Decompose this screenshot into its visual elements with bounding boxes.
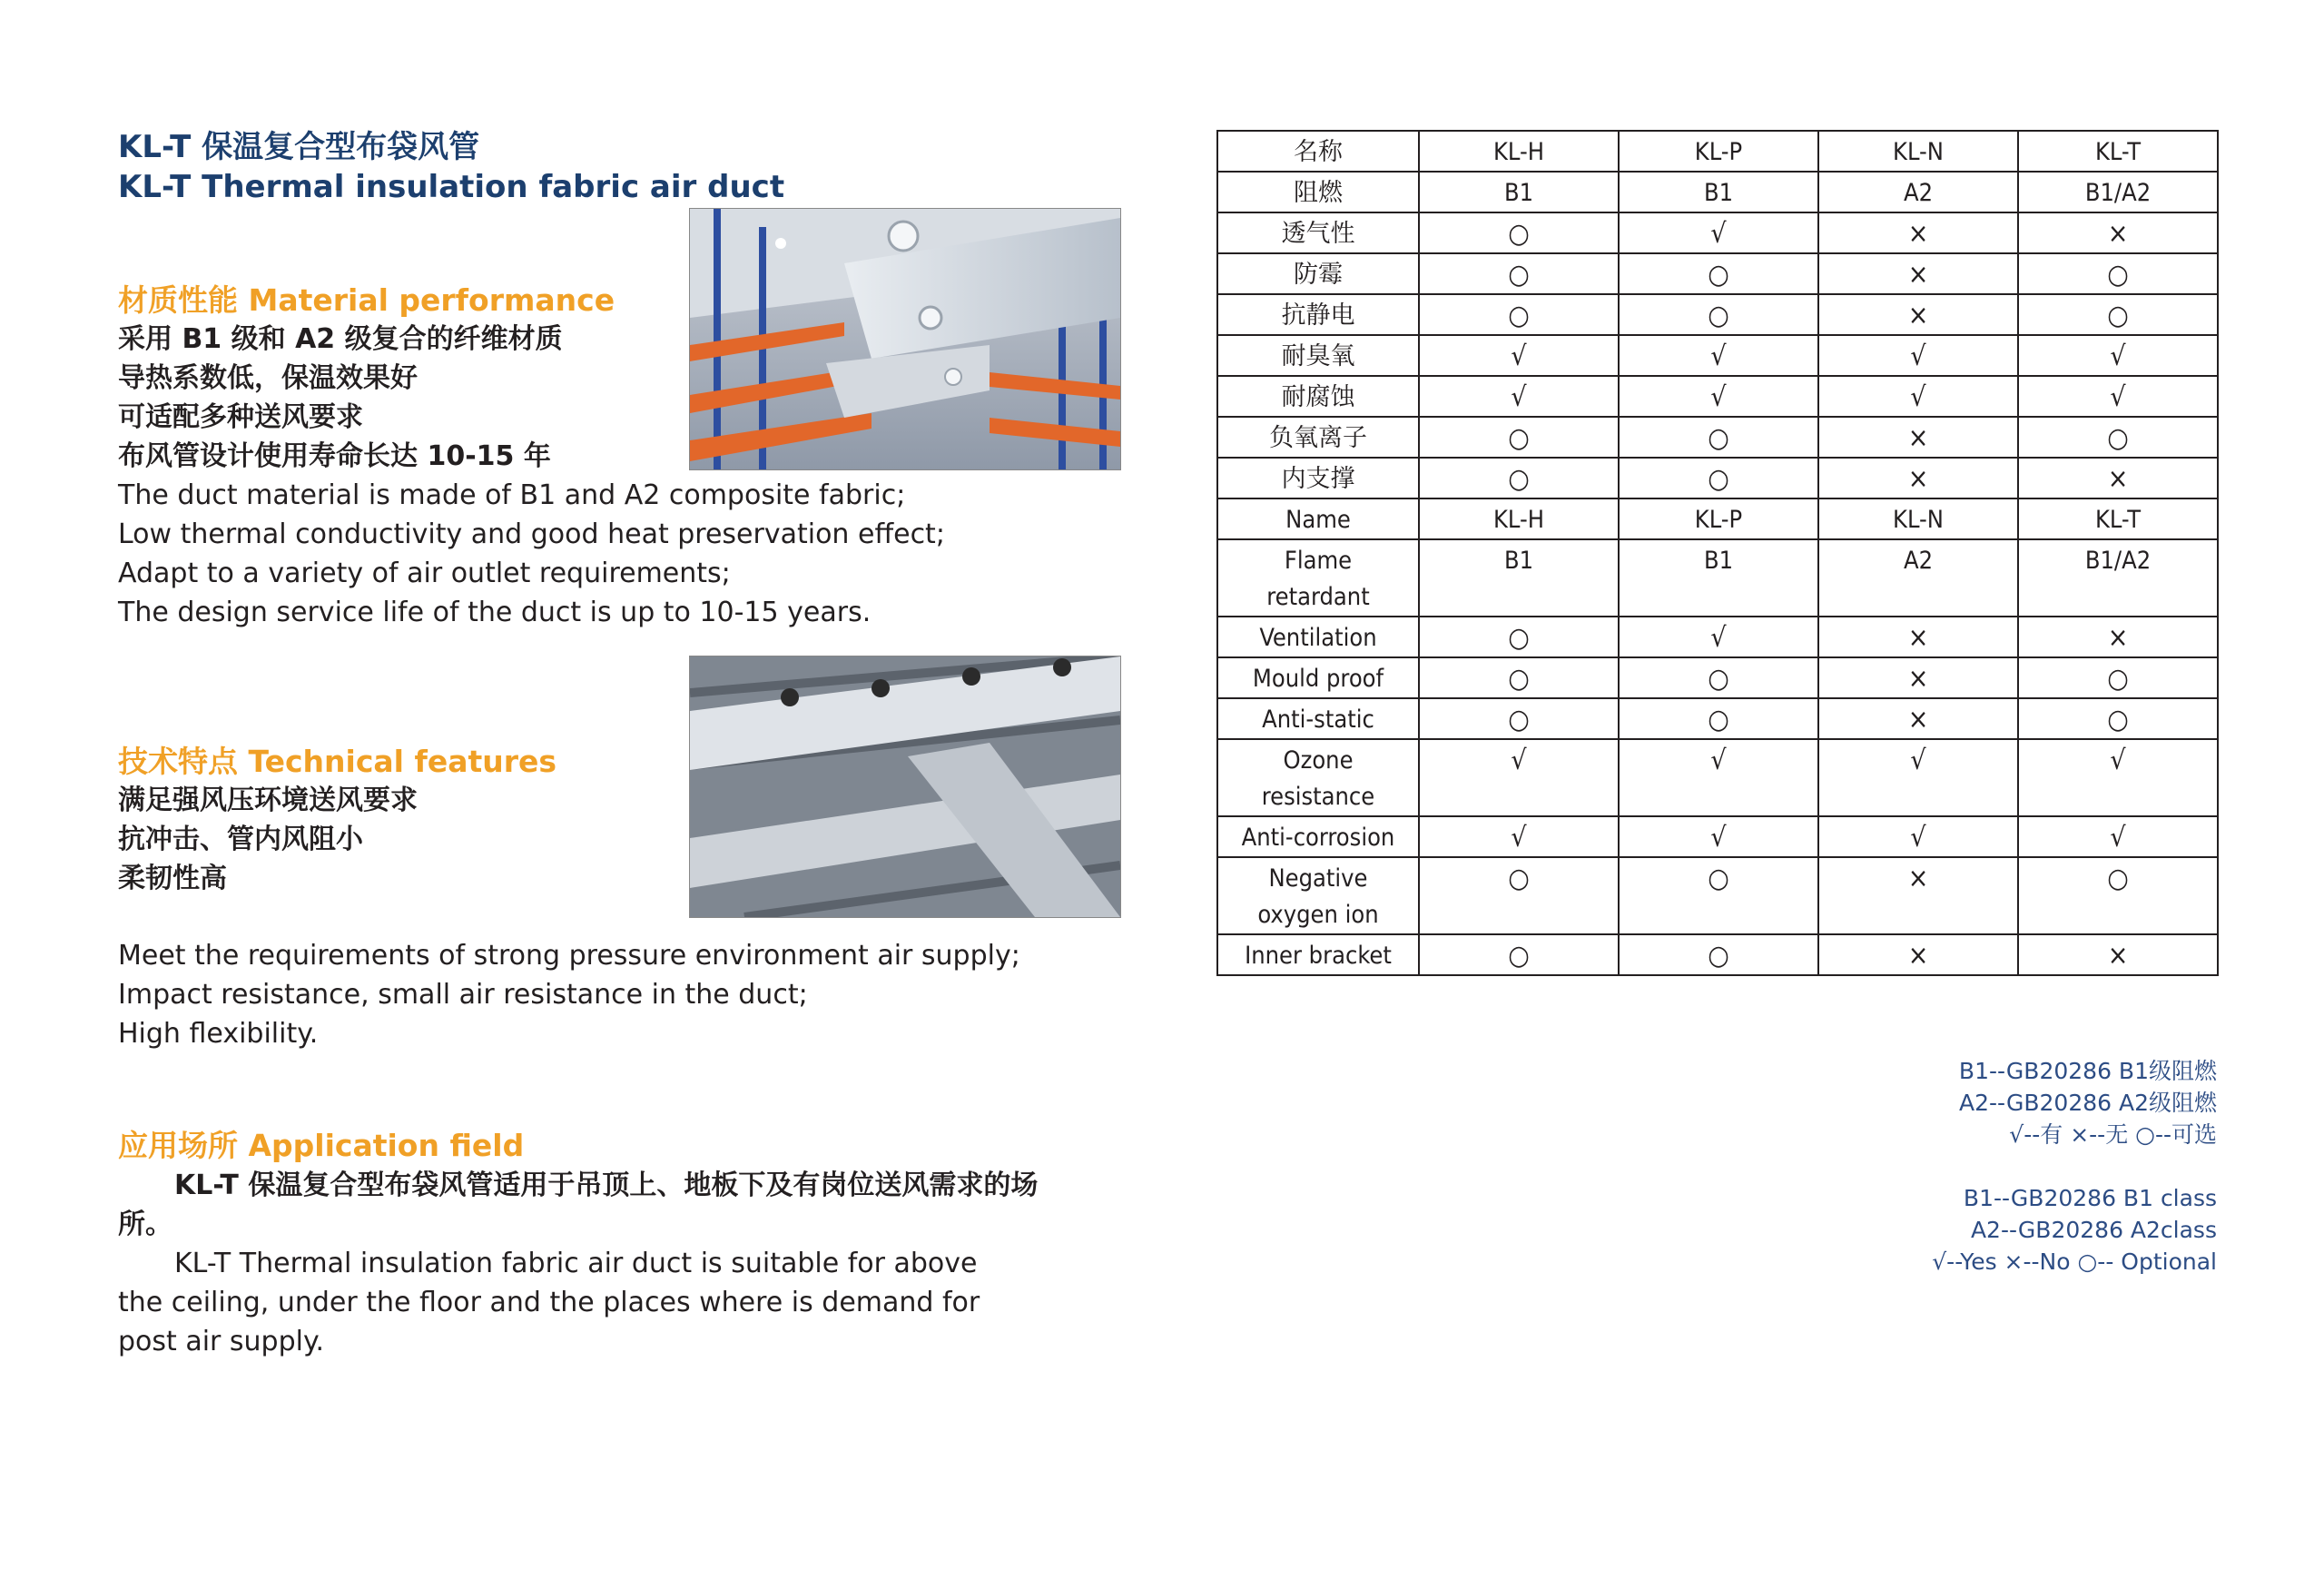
value-cell: × — [2018, 934, 2218, 975]
row-label-cell: Inner bracket — [1217, 934, 1419, 975]
value-cell: ○ — [2018, 417, 2218, 458]
table-row — [1217, 816, 2218, 857]
value-cell: √ — [1818, 376, 2018, 417]
value-cell: ○ — [1619, 458, 1818, 498]
row-label-cell: 内支撑 — [1217, 458, 1419, 498]
legend-note: A2--GB20286 A2级阻燃 — [1959, 1090, 2217, 1116]
value-cell: ○ — [2018, 657, 2218, 698]
table-row — [1217, 657, 2218, 698]
table-row — [1217, 934, 2218, 975]
value-cell: ○ — [1419, 294, 1619, 335]
value-cell: ○ — [1419, 458, 1619, 498]
table-row — [1217, 857, 2218, 934]
value-cell: B1 — [1419, 539, 1619, 617]
value-cell: √ — [1619, 335, 1818, 376]
table-row — [1217, 417, 2218, 458]
page-title-cn: KL-T 保温复合型布袋风管 — [118, 129, 480, 165]
value-cell: B1 — [1619, 539, 1818, 617]
value-cell: × — [2018, 458, 2218, 498]
value-cell: √ — [1619, 212, 1818, 253]
technical-cn-line: 满足强风压环境送风要求 — [118, 785, 418, 816]
value-cell: ○ — [1619, 698, 1818, 739]
technical-en-line: Meet the requirements of strong pressure environment air supply; — [118, 940, 1020, 972]
value-cell: KL-T — [2018, 131, 2218, 172]
value-cell: KL-P — [1619, 498, 1818, 539]
value-cell: ○ — [1419, 657, 1619, 698]
row-label-cell: 阻燃 — [1217, 172, 1419, 212]
application-en-line: post air supply. — [118, 1326, 324, 1357]
row-label-cell: Anti-static — [1217, 698, 1419, 739]
application-en-line: the ceiling, under the floor and the places where is demand for — [118, 1287, 980, 1318]
value-cell: √ — [2018, 335, 2218, 376]
legend-note: B1--GB20286 B1级阻燃 — [1958, 1058, 2217, 1084]
material-cn-list — [118, 320, 563, 476]
application-body — [118, 1166, 1038, 1361]
value-cell: ○ — [1619, 253, 1818, 294]
row-label-cell: Negative oxygen ion — [1217, 857, 1419, 934]
legend-note: √--有 ×--无 ○--可选 — [2009, 1121, 2217, 1148]
table-row — [1217, 376, 2218, 417]
table-row — [1217, 498, 2218, 539]
table-row — [1217, 698, 2218, 739]
value-cell: ○ — [1419, 698, 1619, 739]
value-cell: × — [2018, 617, 2218, 657]
value-cell: × — [1818, 657, 2018, 698]
value-cell: ○ — [1419, 934, 1619, 975]
technical-cn-list — [118, 781, 418, 898]
ceiling-duct-photo — [689, 656, 1121, 918]
value-cell: KL-P — [1619, 131, 1818, 172]
value-cell: B1 — [1419, 172, 1619, 212]
value-cell: √ — [1818, 335, 2018, 376]
material-cn-line: 可适配多种送风要求 — [118, 401, 363, 433]
warehouse-duct-photo — [689, 208, 1121, 470]
value-cell: KL-T — [2018, 498, 2218, 539]
value-cell: ○ — [2018, 857, 2218, 934]
value-cell: ○ — [1419, 417, 1619, 458]
row-label-cell: 耐腐蚀 — [1217, 376, 1419, 417]
table-row — [1217, 294, 2218, 335]
value-cell: × — [1818, 934, 2018, 975]
value-cell: √ — [1619, 376, 1818, 417]
value-cell: KL-N — [1818, 131, 2018, 172]
value-cell: √ — [1419, 376, 1619, 417]
table-row — [1217, 131, 2218, 172]
value-cell: KL-H — [1419, 131, 1619, 172]
value-cell: B1/A2 — [2018, 539, 2218, 617]
value-cell: √ — [1419, 739, 1619, 816]
value-cell: √ — [2018, 816, 2218, 857]
table-row — [1217, 539, 2218, 617]
table-row — [1217, 739, 2218, 816]
row-label-cell: 抗静电 — [1217, 294, 1419, 335]
value-cell: ○ — [1419, 857, 1619, 934]
technical-cn-line: 抗冲击、管内风阻小 — [118, 824, 363, 855]
application-cn-line: 所。 — [118, 1209, 172, 1240]
value-cell: ○ — [1419, 617, 1619, 657]
application-heading: 应用场所 Application field — [118, 1128, 525, 1163]
value-cell: √ — [1619, 617, 1818, 657]
application-cn-line: KL-T 保温复合型布袋风管适用于吊顶上、地板下及有岗位送风需求的场 — [174, 1170, 1039, 1201]
row-label-cell: Ventilation — [1217, 617, 1419, 657]
row-label-cell: 透气性 — [1217, 212, 1419, 253]
material-en-line: Low thermal conductivity and good heat preservation effect; — [118, 518, 945, 550]
value-cell: A2 — [1818, 172, 2018, 212]
value-cell: × — [1818, 617, 2018, 657]
value-cell: B1/A2 — [2018, 172, 2218, 212]
technical-en-list — [118, 936, 1020, 1053]
value-cell: × — [1818, 417, 2018, 458]
material-cn-line: 导热系数低，保温效果好 — [118, 362, 418, 394]
technical-en-line: Impact resistance, small air resistance in the duct; — [118, 979, 808, 1011]
value-cell: √ — [2018, 739, 2218, 816]
row-label-cell: 耐臭氧 — [1217, 335, 1419, 376]
value-cell: ○ — [1619, 657, 1818, 698]
table-row — [1217, 458, 2218, 498]
value-cell: ○ — [1619, 294, 1818, 335]
legend-note: √--Yes ×--No ○-- Optional — [1932, 1248, 2217, 1275]
value-cell: √ — [1619, 816, 1818, 857]
value-cell: × — [2018, 212, 2218, 253]
value-cell: ○ — [2018, 698, 2218, 739]
row-label-cell: Ozone resistance — [1217, 739, 1419, 816]
value-cell: ○ — [1419, 212, 1619, 253]
value-cell: ○ — [2018, 294, 2218, 335]
value-cell: × — [1818, 698, 2018, 739]
material-en-line: The design service life of the duct is up to 10-15 years. — [118, 597, 872, 628]
value-cell: √ — [1419, 816, 1619, 857]
row-label-cell: Name — [1217, 498, 1419, 539]
row-label-cell: 负氧离子 — [1217, 417, 1419, 458]
value-cell: A2 — [1818, 539, 2018, 617]
value-cell: ○ — [2018, 253, 2218, 294]
row-label-cell: 防霉 — [1217, 253, 1419, 294]
value-cell: ○ — [1619, 417, 1818, 458]
material-cn-line: 布风管设计使用寿命长达 10-15 年 — [118, 440, 551, 472]
row-label-cell: Mould proof — [1217, 657, 1419, 698]
legend-notes-en — [1932, 1182, 2217, 1278]
value-cell: √ — [1818, 739, 2018, 816]
spec-table — [1216, 130, 2219, 976]
value-cell: B1 — [1619, 172, 1818, 212]
value-cell: ○ — [1619, 857, 1818, 934]
value-cell: × — [1818, 212, 2018, 253]
value-cell: × — [1818, 857, 2018, 934]
value-cell: KL-N — [1818, 498, 2018, 539]
value-cell: √ — [1818, 816, 2018, 857]
row-label-cell: Anti-corrosion — [1217, 816, 1419, 857]
value-cell: × — [1818, 294, 2018, 335]
legend-notes-cn — [1959, 1055, 2217, 1150]
table-row — [1217, 335, 2218, 376]
value-cell: √ — [1619, 739, 1818, 816]
table-row — [1217, 212, 2218, 253]
legend-note: A2--GB20286 A2class — [1970, 1217, 2217, 1243]
table-row — [1217, 172, 2218, 212]
page-title-en: KL-T Thermal insulation fabric air duct — [118, 169, 785, 205]
row-label-cell: 名称 — [1217, 131, 1419, 172]
legend-note: B1--GB20286 B1 class — [1963, 1185, 2217, 1211]
value-cell: √ — [2018, 376, 2218, 417]
value-cell: ○ — [1419, 253, 1619, 294]
technical-en-line: High flexibility. — [118, 1018, 319, 1050]
material-en-list — [118, 476, 945, 632]
value-cell: × — [1818, 458, 2018, 498]
technical-heading: 技术特点 Technical features — [118, 744, 557, 779]
application-en-line: KL-T Thermal insulation fabric air duct is suitable for above — [174, 1248, 978, 1279]
material-heading: 材质性能 Material performance — [118, 282, 615, 318]
table-row — [1217, 617, 2218, 657]
material-en-line: The duct material is made of B1 and A2 composite fabric; — [118, 479, 906, 511]
row-label-cell: Flame retardant — [1217, 539, 1419, 617]
table-row — [1217, 253, 2218, 294]
value-cell: √ — [1419, 335, 1619, 376]
material-cn-line: 采用 B1 级和 A2 级复合的纤维材质 — [118, 323, 563, 355]
value-cell: ○ — [1619, 934, 1818, 975]
value-cell: × — [1818, 253, 2018, 294]
technical-cn-line: 柔韧性高 — [118, 863, 227, 894]
material-en-line: Adapt to a variety of air outlet requirements; — [118, 558, 731, 589]
value-cell: KL-H — [1419, 498, 1619, 539]
